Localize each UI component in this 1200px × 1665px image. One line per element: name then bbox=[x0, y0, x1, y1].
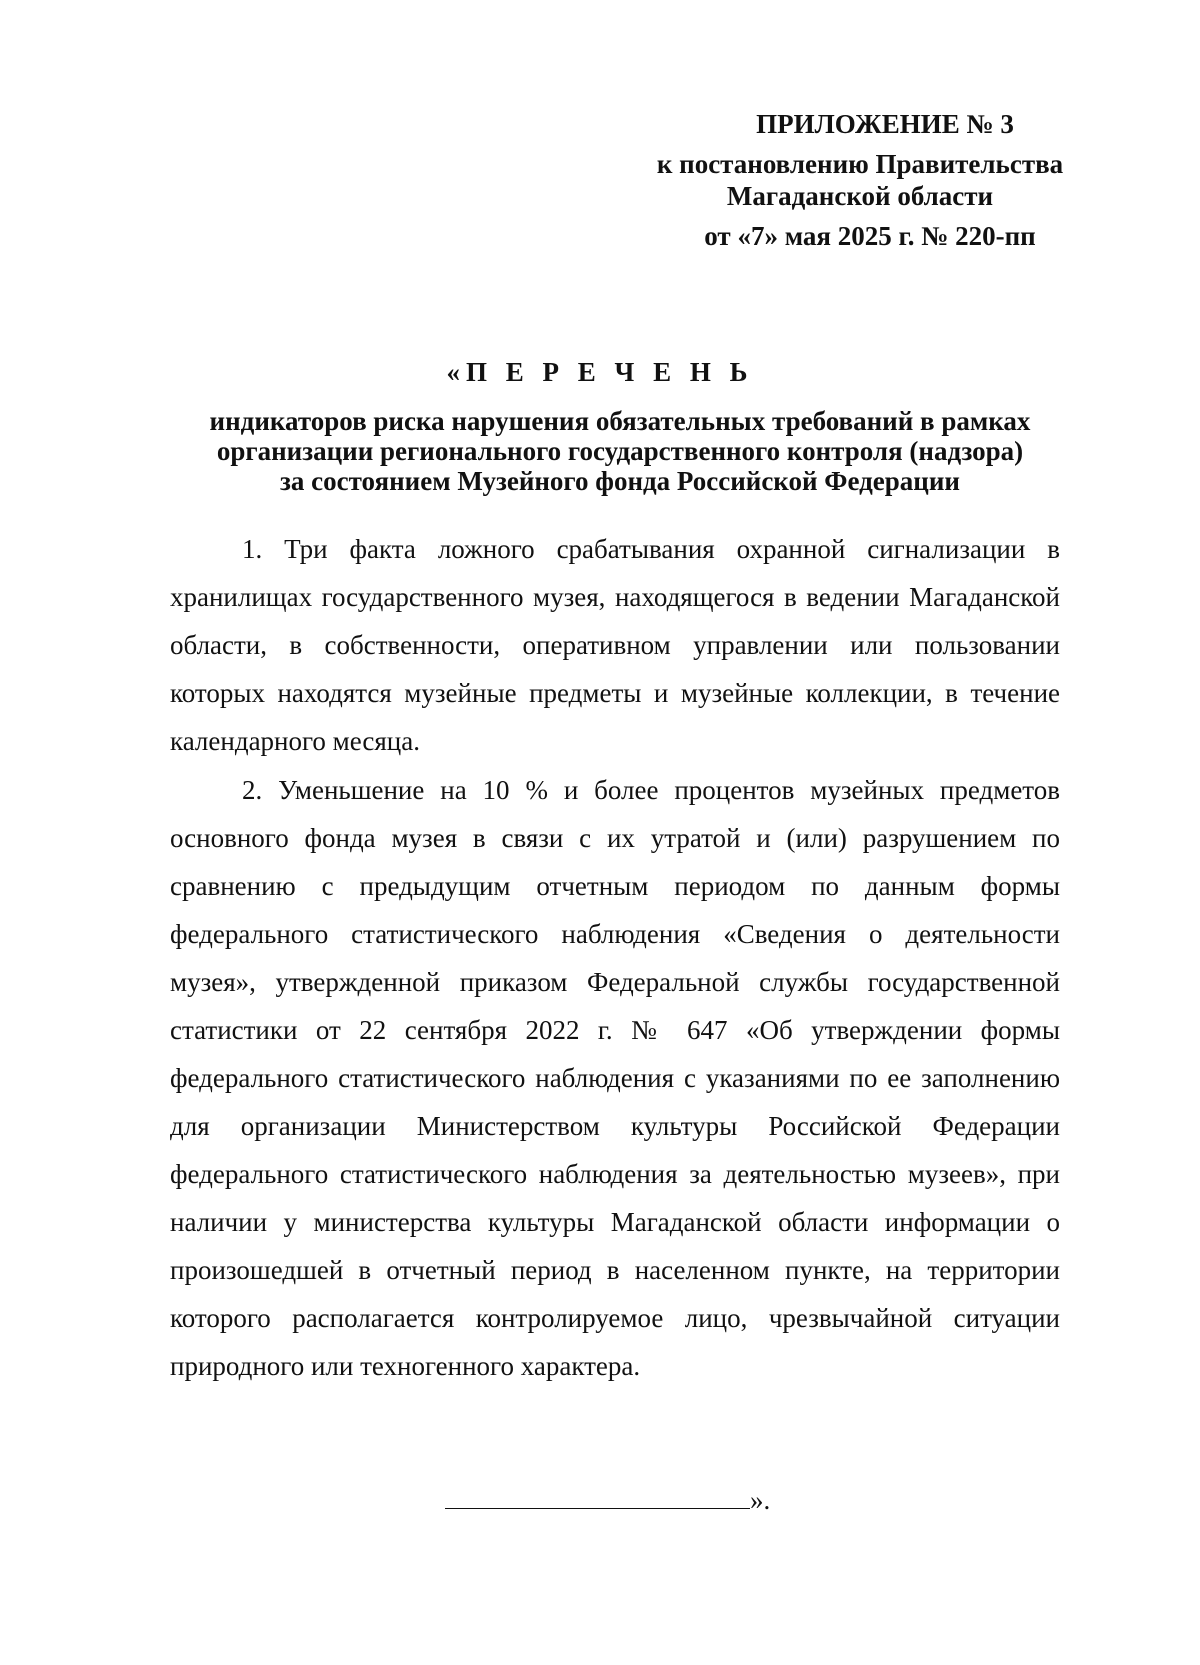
closing-quote: ». bbox=[750, 1485, 771, 1515]
subtitle-line-3: за состоянием Музейного фонда Российской Федерации bbox=[280, 466, 960, 496]
closing-underline bbox=[445, 1508, 750, 1509]
appendix-block bbox=[600, 108, 1120, 252]
list-item-2: 2. Уменьшение на 10 % и более процентов музейных предметов основного фонда музея в связи с их утратой и (или) разрушением по сравнению с предыдущим отчетным периодом по данным формы федерального статистического наблюдения «Сведения о деятельности музея», утвержденной приказом Федеральной службы государственной статистики от 22 сентября 2022 г. № 647 «Об утверждении формы федерального статистического наблюдения с указаниями по ее заполнению для организации Министерством культуры Российской Федерации федерального статистического наблюдения за деятельностью музеев», при наличии у министерства культуры Магаданской области информации о произошедшей в отчетный период в населенном пункте, на территории которого располагается контролируемое лицо, чрезвычайной ситуации природного или техногенного характера. bbox=[170, 775, 1060, 1381]
list-item-1: 1. Три факта ложного срабатывания охранной сигнализации в хранилищах государственного музея, находящегося в ведении Магаданской области, в собственности, оперативном управлении или пользовании которых находятся музейные предметы и музейные коллекции, в течение календарного месяца. bbox=[170, 534, 1060, 756]
appendix-line-resolution: к постановлению Правительства bbox=[656, 149, 1064, 179]
document-subtitle bbox=[170, 406, 1070, 496]
appendix-title: ПРИЛОЖЕНИЕ № 3 bbox=[756, 109, 1014, 139]
document-body bbox=[170, 525, 1060, 1391]
closing-mark bbox=[445, 1485, 770, 1516]
subtitle-line-1: индикаторов риска нарушения обязательных требований в рамках bbox=[209, 406, 1031, 436]
document-heading: «П Е Р Е Ч Е Н Ь bbox=[446, 357, 754, 387]
appendix-date: от «7» мая 2025 г. № 220-пп bbox=[704, 221, 1036, 251]
subtitle-line-2: организации регионального государственного контроля (надзора) bbox=[216, 436, 1024, 466]
appendix-line-region: Магаданской области bbox=[726, 181, 994, 211]
